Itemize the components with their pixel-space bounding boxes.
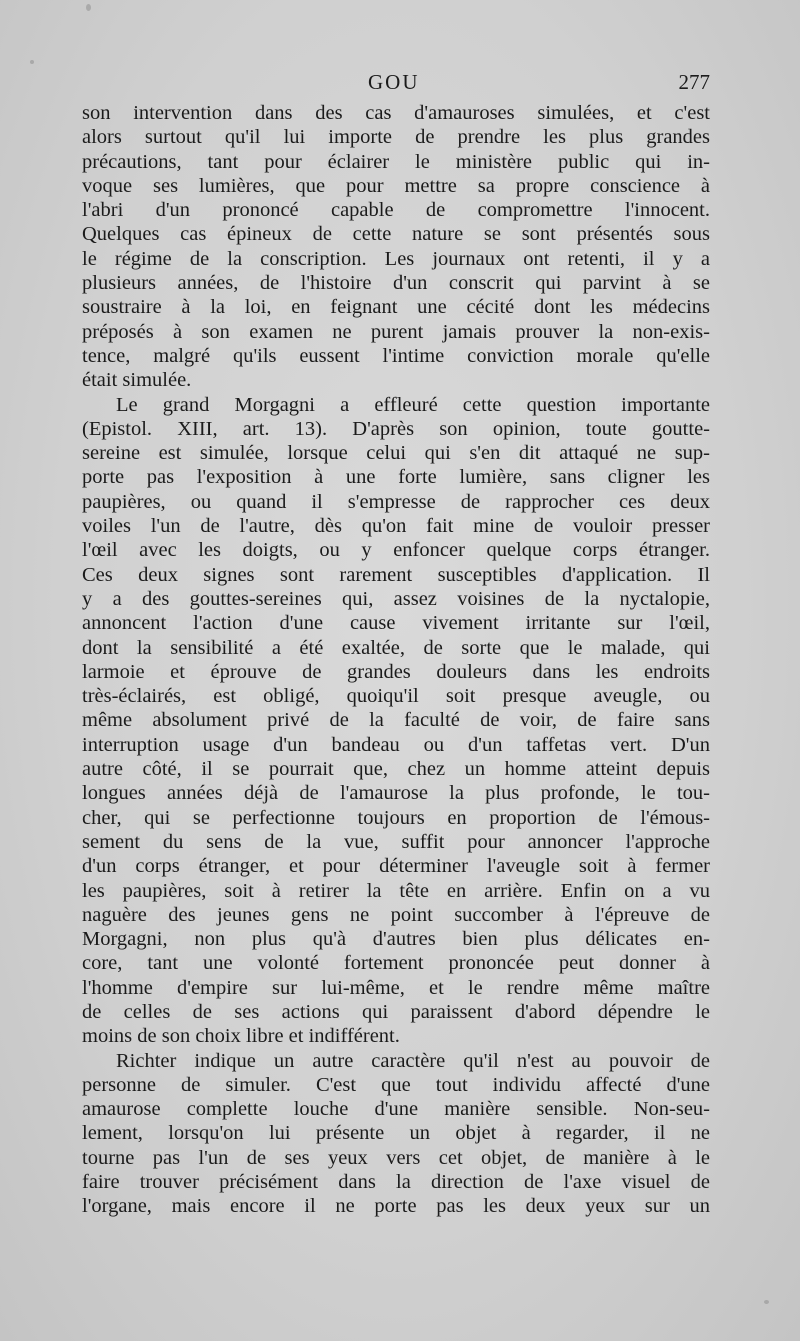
text-line: plusieurs années, de l'histoire d'un conscrit qui parvint à se xyxy=(82,272,710,295)
text-line: lement, lorsqu'on lui présente un objet à regarder, il ne xyxy=(82,1122,710,1145)
page-header xyxy=(82,70,710,100)
text-line: Le grand Morgagni a effleuré cette question importante xyxy=(116,393,710,416)
text-line: amaurose complette louche d'une manière sensible. Non-seu- xyxy=(82,1098,710,1121)
paragraph xyxy=(82,1049,710,1219)
text-line: porte pas l'exposition à une forte lumière, sans cligner les xyxy=(82,466,710,489)
text-line: voque ses lumières, que pour mettre sa propre conscience à xyxy=(82,174,710,197)
text-line: soustraire à la loi, en feignant une cécité dont les médecins xyxy=(82,296,710,319)
text-line: interruption usage d'un bandeau ou d'un taffetas vert. D'un xyxy=(82,733,710,756)
text-line: Morgagni, non plus qu'à d'autres bien plus délicates en- xyxy=(82,928,710,951)
body-text xyxy=(82,101,710,1219)
page-number: 277 xyxy=(678,70,710,94)
text-line: l'homme d'empire sur lui-même, et le rendre même maître xyxy=(82,976,710,999)
text-line: paupières, ou quand il s'empresse de rapprocher ces deux xyxy=(82,490,710,513)
text-line: préposés à son examen ne purent jamais prouver la non-exis- xyxy=(82,320,710,343)
text-line: (Epistol. XIII, art. 13). D'après son opinion, toute goutte- xyxy=(82,417,710,440)
text-line: longues années déjà de l'amaurose la plus profonde, le tou- xyxy=(82,782,710,805)
text-line: personne de simuler. C'est que tout individu affecté d'une xyxy=(82,1073,710,1096)
text-line: annoncent l'action d'une cause vivement irritante sur l'œil, xyxy=(82,612,710,635)
text-line: moins de son choix libre et indifférent. xyxy=(82,1025,400,1048)
text-line: sement du sens de la vue, suffit pour annoncer l'approche xyxy=(82,830,710,853)
text-line: faire trouver précisément dans la direction de l'axe visuel de xyxy=(82,1171,710,1194)
text-line: Quelques cas épineux de cette nature se sont présentés sous xyxy=(82,223,710,246)
text-line: très-éclairés, est obligé, quoiqu'il soit presque aveugle, ou xyxy=(82,685,710,708)
text-line: y a des gouttes-sereines qui, assez voisines de la nyctalopie, xyxy=(82,587,710,610)
text-line: autre côté, il se pourrait que, chez un homme atteint depuis xyxy=(82,758,710,781)
ink-speck xyxy=(30,60,34,64)
running-head: GOU xyxy=(368,70,420,94)
text-line: cher, qui se perfectionne toujours en proportion de l'émous- xyxy=(82,806,710,829)
text-line: dont la sensibilité a été exaltée, de sorte que le malade, qui xyxy=(82,636,710,659)
text-line: était simulée. xyxy=(82,369,192,392)
text-line: même absolument privé de la faculté de voir, de faire sans xyxy=(82,709,710,732)
text-line: Ces deux signes sont rarement susceptibles d'application. Il xyxy=(82,563,710,586)
paragraph xyxy=(82,393,710,1049)
text-line: précautions, tant pour éclairer le ministère public qui in- xyxy=(82,150,710,173)
text-line: l'œil avec les doigts, ou y enfoncer quelque corps étranger. xyxy=(82,539,710,562)
text-line: naguère des jeunes gens ne point succomber à l'épreuve de xyxy=(82,903,710,926)
text-line: d'un corps étranger, et pour déterminer l'aveugle soit à fermer xyxy=(82,855,710,878)
text-line: l'organe, mais encore il ne porte pas les deux yeux sur un xyxy=(82,1195,710,1218)
ink-speck xyxy=(764,1300,769,1304)
paragraph xyxy=(82,101,710,393)
text-line: tence, malgré qu'ils eussent l'intime conviction morale qu'elle xyxy=(82,344,710,367)
text-line: les paupières, soit à retirer la tête en arrière. Enfin on a vu xyxy=(82,879,710,902)
text-line: core, tant une volonté fortement prononcée peut donner à xyxy=(82,952,710,975)
ink-speck xyxy=(86,4,91,11)
text-line: son intervention dans des cas d'amauroses simulées, et c'est xyxy=(82,102,710,124)
text-line: sereine est simulée, lorsque celui qui s'en dit attaqué ne sup- xyxy=(82,442,710,465)
text-line: Richter indique un autre caractère qu'il n'est au pouvoir de xyxy=(116,1049,710,1072)
text-line: de celles de ses actions qui paraissent d'abord dépendre le xyxy=(82,1000,710,1023)
text-line: alors surtout qu'il lui importe de prendre les plus grandes xyxy=(82,126,710,149)
text-line: le régime de la conscription. Les journaux ont retenti, il y a xyxy=(82,247,710,270)
text-line: tourne pas l'un de ses yeux vers cet objet, de manière à le xyxy=(82,1146,710,1169)
text-line: l'abri d'un prononcé capable de compromettre l'innocent. xyxy=(82,199,710,222)
text-line: larmoie et éprouve de grandes douleurs dans les endroits xyxy=(82,660,710,683)
text-line: voiles l'un de l'autre, dès qu'on fait mine de vouloir presser xyxy=(82,515,710,538)
